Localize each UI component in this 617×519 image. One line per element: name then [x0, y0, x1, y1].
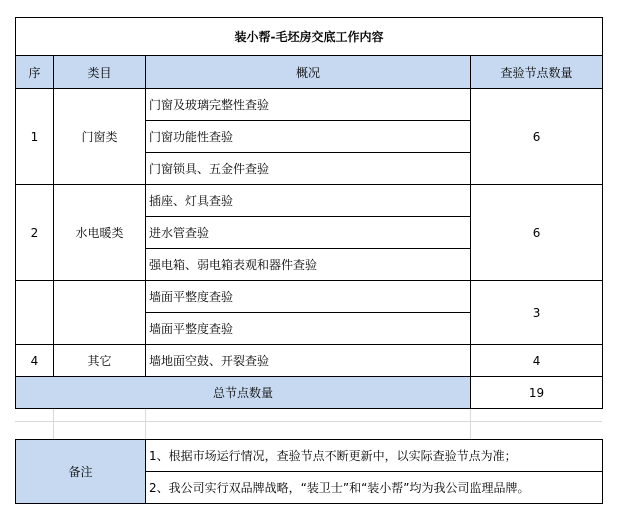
- group-count: 3: [471, 281, 603, 345]
- group-category: 水电暖类: [54, 185, 146, 281]
- header-seq: 序: [16, 56, 54, 89]
- group-category: 其它: [54, 345, 146, 377]
- group-item: 插座、灯具查验: [146, 185, 471, 217]
- group-count: 4: [471, 345, 603, 377]
- group-category: [54, 281, 146, 345]
- notes-label: 备注: [16, 440, 146, 504]
- header-overview: 概况: [146, 56, 471, 89]
- group-item: 门窗锁具、五金件查验: [146, 153, 471, 185]
- spacer-gridline: [470, 407, 471, 439]
- group-seq: 2: [16, 185, 54, 281]
- notes-table: [15, 439, 603, 504]
- table-title: 装小帮-毛坯房交底工作内容: [16, 18, 603, 56]
- inspection-table: [15, 17, 603, 409]
- group-seq: [16, 281, 54, 345]
- spacer-gridline: [53, 407, 54, 439]
- group-item: 墙面平整度查验: [146, 313, 471, 345]
- group-item: 门窗功能性查验: [146, 121, 471, 153]
- group-item: 墙地面空鼓、开裂查验: [146, 345, 471, 377]
- total-label: 总节点数量: [16, 377, 471, 409]
- group-count: 6: [471, 185, 603, 281]
- group-count: 6: [471, 89, 603, 185]
- header-category: 类目: [54, 56, 146, 89]
- group-seq: 4: [16, 345, 54, 377]
- note-line: 1、根据市场运行情况，查验节点不断更新中，以实际查验节点为准；: [146, 440, 603, 472]
- note-line: 2、我公司实行双品牌战略，“装卫士”和“装小帮”均为我公司监理品牌。: [146, 472, 603, 504]
- group-item: 进水管查验: [146, 217, 471, 249]
- group-category: 门窗类: [54, 89, 146, 185]
- spacer-gridline: [145, 407, 146, 439]
- header-count: 查验节点数量: [471, 56, 603, 89]
- group-seq: 1: [16, 89, 54, 185]
- total-value: 19: [471, 377, 603, 409]
- group-item: 墙面平整度查验: [146, 281, 471, 313]
- group-item: 门窗及玻璃完整性查验: [146, 89, 471, 121]
- spacer-gridline: [15, 421, 602, 422]
- group-item: 强电箱、弱电箱表观和器件查验: [146, 249, 471, 281]
